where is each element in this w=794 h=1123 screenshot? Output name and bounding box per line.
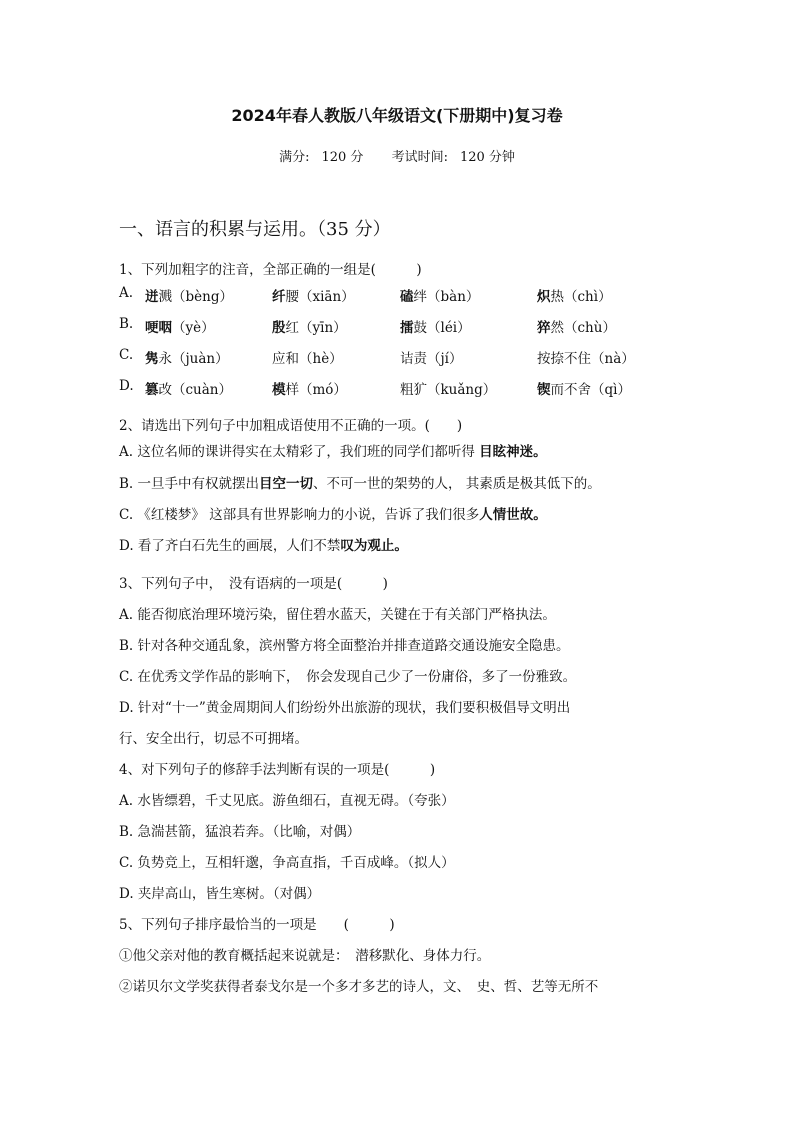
q1-b-4: 猝然（chù）	[537, 320, 616, 336]
q1-a-1: 迸溅（bèng）	[145, 289, 233, 305]
page-title: 2024年春人教版八年级语文(下册期中)复习卷	[231, 106, 563, 125]
full-marks-label: 满分:	[279, 150, 310, 165]
q4-option-b: B. 急湍甚箭，猛浪若奔。（比喻，对偶）	[119, 824, 361, 840]
q1-b-3: 擂鼓（léi）	[400, 320, 471, 336]
q3-option-d: D. 针对“十一”黄金周期间人们纷纷外出旅游的现状，我们要积极倡导文明出	[119, 700, 571, 716]
q4-option-d: D. 夹岸高山，皆生寒树。（对偶）	[119, 886, 321, 902]
q1-c-2: 应和（hè）	[272, 351, 343, 367]
q1-row-d-label: D.	[119, 378, 134, 394]
q1-d-1: 篡改（cuàn）	[145, 382, 232, 398]
score-info	[0, 146, 794, 165]
q3-stem: 3、下列句子中， 没有语病的一项是( )	[119, 576, 388, 592]
q1-a-4: 炽热（chì）	[537, 289, 612, 305]
q3-option-b: B. 针对各种交通乱象，滨州警方将全面整治并排查道路交通设施安全隐患。	[119, 638, 570, 654]
q4-option-a: A. 水皆缥碧，千丈见底。游鱼细石，直视无碍。（夸张）	[119, 793, 455, 809]
q1-c-1: 隽永（juàn）	[145, 351, 229, 367]
time-label: 考试时间:	[391, 150, 448, 165]
q3-option-c: C. 在优秀文学作品的影响下， 你会发现自己少了一份庸俗，多了一份雅致。	[119, 669, 577, 685]
q1-d-4: 锲而不舍（qì）	[537, 382, 631, 398]
q1-d-3: 粗犷（kuǎng）	[400, 382, 497, 398]
q1-d-2: 模样（mó）	[272, 382, 347, 398]
q4-option-c: C. 负势竞上，互相轩邈，争高直指，千百成峰。（拟人）	[119, 855, 455, 871]
q5-sentence-1: ①他父亲对他的教育概括起来说就是： 潜移默化、身体力行。	[119, 948, 491, 964]
q3-option-a: A. 能否彻底治理环境污染，留住碧水蓝天，关键在于有关部门严格执法。	[119, 607, 556, 623]
q1-stem: 1、下列加粗字的注音，全部正确的一组是( )	[119, 262, 422, 278]
q1-row-a-label: A.	[119, 285, 134, 301]
q3-option-d-cont: 行、安全出行，切忌不可拥堵。	[119, 731, 308, 747]
time-value: 120 分钟	[459, 150, 515, 165]
full-marks-value: 120 分	[321, 150, 364, 165]
q1-a-3: 磕绊（bàn）	[400, 289, 480, 305]
q2-option-c: C. 《红楼梦》 这部具有世界影响力的小说，告诉了我们很多人情世故。	[119, 507, 547, 523]
q2-option-a: A. 这位名师的课讲得实在太精彩了，我们班的同学们都听得 目眩神迷。	[119, 444, 547, 460]
q5-stem: 5、下列句子排序最恰当的一项是 ( )	[119, 917, 395, 933]
section-heading: 一、语言的积累与运用。（35 分）	[119, 219, 391, 240]
q5-sentence-2: ②诺贝尔文学奖获得者泰戈尔是一个多才多艺的诗人，文、 史、哲、艺等无所不	[119, 979, 599, 995]
q1-c-3: 诘责（jí）	[400, 351, 463, 367]
q4-stem: 4、对下列句子的修辞手法判断有误的一项是( )	[119, 762, 436, 778]
q1-b-2: 殷红（yīn）	[272, 320, 347, 336]
q2-option-d: D. 看了齐白石先生的画展，人们不禁叹为观止。	[119, 538, 408, 554]
q1-row-b-label: B.	[119, 316, 134, 332]
q1-c-4: 按捺不住（nà）	[537, 351, 635, 367]
q2-stem: 2、请选出下列句子中加粗成语使用不正确的一项。( )	[119, 418, 463, 434]
q1-row-c-label: C.	[119, 347, 134, 363]
q2-option-b: B. 一旦手中有权就摆出目空一切、不可一世的架势的人， 其素质是极其低下的。	[119, 476, 601, 492]
q1-a-2: 纤腰（xiān）	[272, 289, 355, 305]
q1-b-1: 哽咽（yè）	[145, 320, 215, 336]
